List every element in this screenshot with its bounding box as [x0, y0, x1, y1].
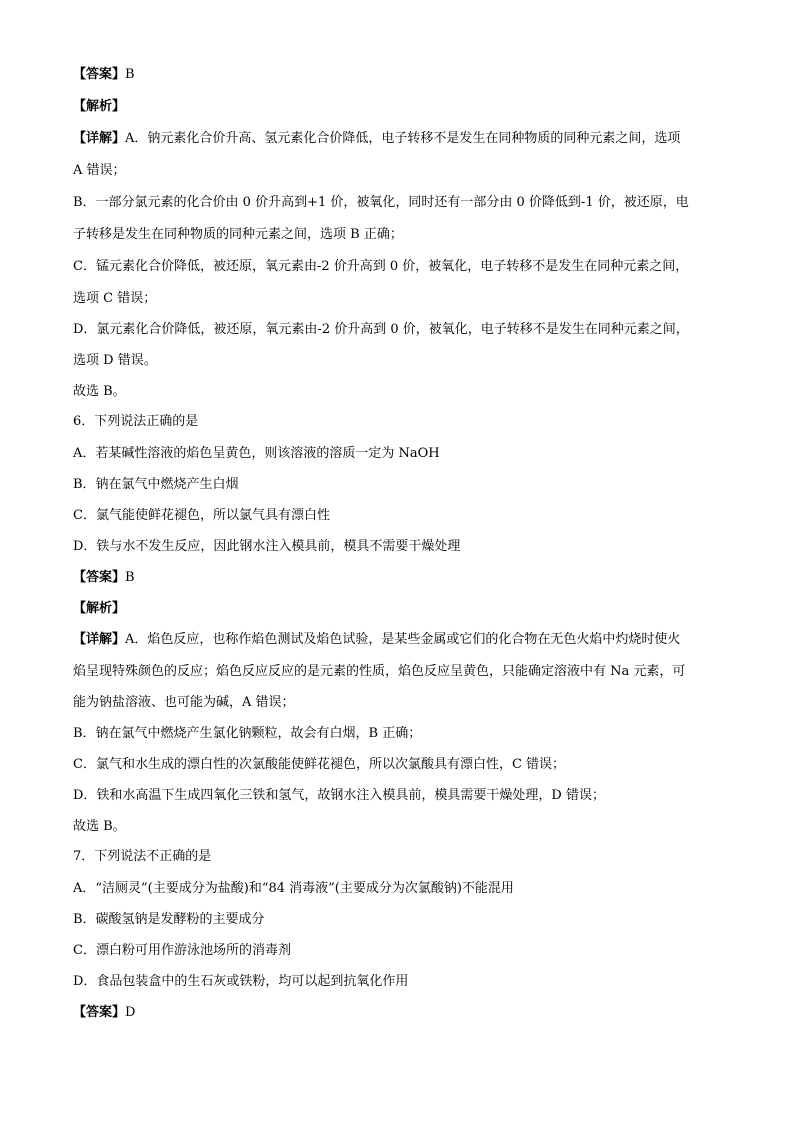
- answer-value: B: [125, 67, 135, 82]
- text-line: C．氯气和水生成的漂白性的次氯酸能使鲜花褪色，所以次氯酸具有漂白性，C 错误；: [73, 757, 566, 772]
- option-c: C．漂白粉可用作游泳池场所的消毒剂: [73, 943, 291, 958]
- text-line: 选项 D 错误。: [73, 353, 157, 368]
- answer-line: [73, 570, 733, 586]
- option-a: A．“洁厕灵”(主要成分为盐酸)和“84 消毒液”(主要成分为次氯酸钠)不能混用: [73, 881, 514, 896]
- text-line: 子转移是发生在同种物质的同种元素之间，选项 B 正确；: [73, 227, 403, 242]
- conclusion-line: 故选 B。: [73, 819, 126, 834]
- answer-tag: 【答案】: [73, 67, 126, 82]
- option-b: B．钠在氯气中燃烧产生白烟: [73, 477, 239, 492]
- text-line: A 错误；: [73, 163, 126, 178]
- conclusion-line: 故选 B。: [73, 384, 126, 399]
- text-line: A．焰色反应，也称作焰色测试及焰色试验，是某些金属或它们的化合物在无色火焰中灼烧时使火: [125, 632, 681, 647]
- text-line: A．钠元素化合价升高、氢元素化合价降低，电子转移不是发生在同种物质的同种元素之间，选项: [125, 131, 681, 146]
- detail-line: [73, 632, 733, 648]
- analysis-tag: 【解析】: [73, 99, 126, 114]
- question-stem: 7．下列说法不正确的是: [73, 849, 212, 864]
- answer-line: [73, 67, 733, 83]
- question-stem: 6．下列说法正确的是: [73, 414, 199, 429]
- answer-tag: 【答案】: [73, 1005, 126, 1020]
- answer-line: [73, 1005, 733, 1021]
- detail-tag: 【详解】: [73, 632, 126, 647]
- answer-value: B: [125, 570, 135, 585]
- text-line: D．铁和水高温下生成四氧化三铁和氢气，故钢水注入模具前，模具需要干燥处理，D 错误；: [73, 788, 605, 803]
- text-line: 焰呈现特殊颜色的反应；焰色反应反应的是元素的性质，焰色反应呈黄色，只能确定溶液中有 Na 元素，可: [73, 664, 686, 679]
- option-c: C．氯气能使鲜花褪色，所以氯气具有漂白性: [73, 508, 330, 523]
- detail-line: [73, 131, 733, 147]
- text-line: 能为钠盐溶液、也可能为碱，A 错误；: [73, 695, 295, 710]
- option-d: D．铁与水不发生反应，因此钢水注入模具前，模具不需要干燥处理: [73, 539, 461, 554]
- text-line: 选项 C 错误；: [73, 291, 157, 306]
- option-a: A．若某碱性溶液的焰色呈黄色，则该溶液的溶质一定为 NaOH: [73, 446, 440, 461]
- text-line: B．钠在氯气中燃烧产生氯化钠颗粒，故会有白烟，B 正确；: [73, 726, 422, 741]
- answer-tag: 【答案】: [73, 570, 126, 585]
- text-line: D．氯元素化合价降低，被还原，氧元素由-2 价升高到 0 价，被氧化，电子转移不是发生在同种元素之间，: [73, 322, 689, 337]
- option-d: D．食品包装盒中的生石灰或铁粉，均可以起到抗氧化作用: [73, 974, 409, 989]
- analysis-heading: [73, 601, 733, 617]
- detail-tag: 【详解】: [73, 131, 126, 146]
- answer-value: D: [125, 1005, 136, 1020]
- option-b: B．碳酸氢钠是发酵粉的主要成分: [73, 912, 265, 927]
- analysis-tag: 【解析】: [73, 601, 126, 616]
- text-line: C．锰元素化合价降低，被还原，氧元素由-2 价升高到 0 价，被氧化，电子转移不是发生在同种元素之间，: [73, 259, 689, 274]
- analysis-heading: [73, 99, 733, 115]
- text-line: B．一部分氯元素的化合价由 0 价升高到+1 价，被氧化，同时还有一部分由 0 价降低到-1 价，被还原，电: [73, 195, 689, 210]
